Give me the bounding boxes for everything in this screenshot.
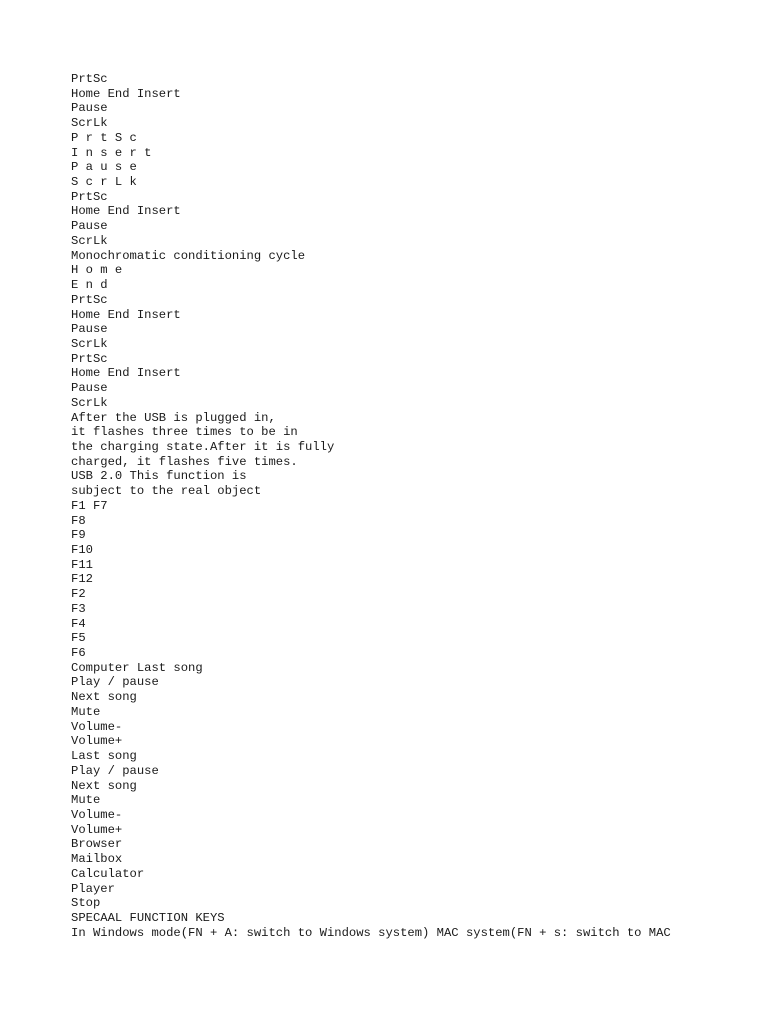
- text-line: PrtSc: [71, 189, 108, 204]
- text-line: Mute: [71, 704, 101, 719]
- text-line: In Windows mode(FN + A: switch to Windows system) MAC system(FN + s: switch to MAC: [71, 925, 671, 940]
- text-line: Volume+: [71, 822, 123, 837]
- text-line: F11: [71, 557, 93, 572]
- text-line: Home End Insert: [71, 86, 181, 101]
- text-line: Volume-: [71, 719, 123, 734]
- text-line: subject to the real object: [71, 484, 262, 499]
- text-line: F4: [71, 616, 86, 631]
- text-line: ScrLk: [71, 116, 108, 131]
- text-line: Play / pause: [71, 763, 159, 778]
- text-line: PrtSc: [71, 72, 108, 86]
- text-line: F6: [71, 646, 86, 661]
- section-heading: SPECAAL FUNCTION KEYS: [71, 910, 225, 925]
- text-line: Pause: [71, 381, 108, 396]
- text-line: Next song: [71, 690, 137, 705]
- text-line: Play / pause: [71, 675, 159, 690]
- text-line: ScrLk: [71, 233, 108, 248]
- text-line: F2: [71, 587, 86, 602]
- text-line: F9: [71, 528, 86, 543]
- text-line: Home End Insert: [71, 204, 181, 219]
- text-line: F1 F7: [71, 498, 108, 513]
- text-line: F3: [71, 601, 86, 616]
- text-line: it flashes three times to be in: [71, 425, 298, 440]
- text-line: Volume-: [71, 807, 123, 822]
- text-line: Monochromatic conditioning cycle: [71, 248, 306, 263]
- text-line: PrtSc: [71, 292, 108, 307]
- text-line: Pause: [71, 322, 108, 337]
- text-line: I n s e r t: [71, 145, 152, 160]
- text-line: F8: [71, 513, 86, 528]
- text-line: ScrLk: [71, 336, 108, 351]
- text-line: Player: [71, 881, 115, 896]
- text-line: Pause: [71, 101, 108, 116]
- text-line: charged, it flashes five times.: [71, 454, 298, 469]
- document-page: [71, 72, 761, 940]
- text-line: PrtSc: [71, 351, 108, 366]
- text-line: Mailbox: [71, 852, 123, 867]
- text-line: S c r L k: [71, 175, 137, 190]
- text-line: Home End Insert: [71, 307, 181, 322]
- text-line: the charging state.After it is fully: [71, 439, 335, 454]
- text-line: USB 2.0 This function is: [71, 469, 247, 484]
- text-line: Computer Last song: [71, 660, 203, 675]
- text-line: E n d: [71, 278, 108, 293]
- text-line: Browser: [71, 837, 123, 852]
- text-line: F10: [71, 543, 93, 557]
- text-line: Volume+: [71, 734, 123, 749]
- text-line: Pause: [71, 219, 108, 234]
- text-line: Stop: [71, 896, 101, 911]
- text-line: ScrLk: [71, 395, 108, 410]
- text-line: P r t S c: [71, 130, 137, 145]
- text-line: Home End Insert: [71, 366, 181, 381]
- text-line: Next song: [71, 778, 137, 793]
- text-line: After the USB is plugged in,: [71, 410, 276, 425]
- text-line: Calculator: [71, 866, 145, 881]
- text-line: P a u s e: [71, 160, 137, 175]
- text-line: H o m e: [71, 263, 123, 278]
- text-line: F5: [71, 631, 86, 646]
- text-line: F12: [71, 572, 93, 587]
- text-line: Last song: [71, 749, 137, 764]
- text-line: Mute: [71, 793, 101, 808]
